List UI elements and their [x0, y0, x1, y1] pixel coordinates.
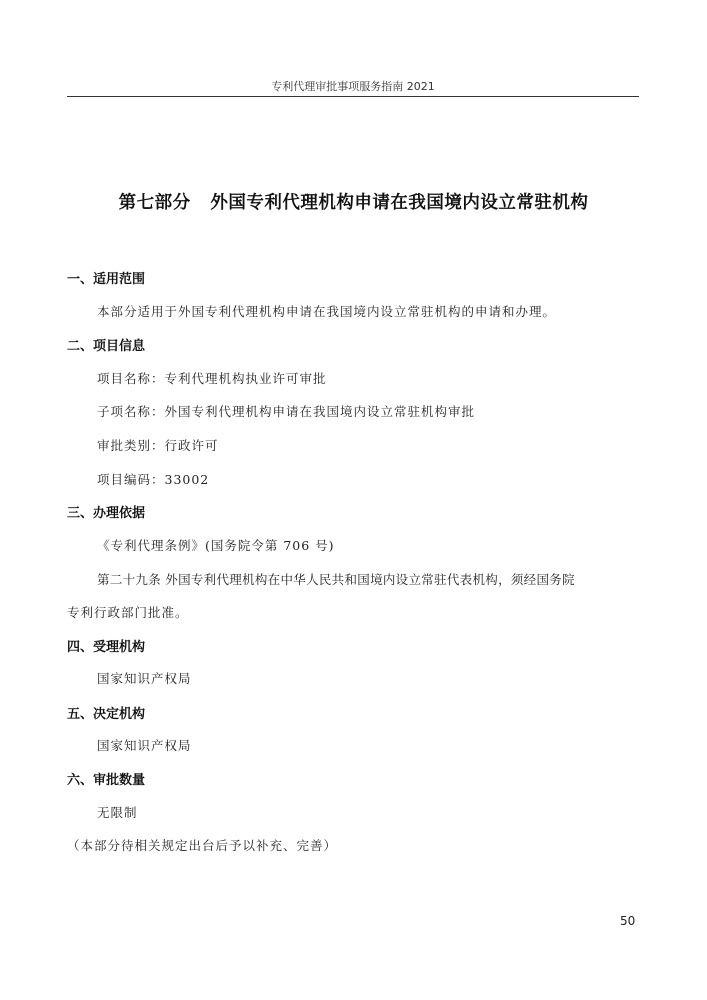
item-code: 项目编码：33002 [97, 472, 210, 487]
section-heading-legal-basis: 三、办理依据 [67, 506, 146, 521]
accepting-agency-text: 国家知识产权局 [97, 671, 192, 686]
deciding-agency-text: 国家知识产权局 [97, 738, 192, 753]
section-heading-accepting-agency: 四、受理机构 [67, 640, 146, 655]
section-heading-project-info: 二、项目信息 [67, 339, 146, 354]
approval-quantity-text: 无限制 [97, 805, 138, 820]
supplement-note: （本部分待相关规定出台后予以补充、完善） [67, 838, 338, 853]
regulation-reference: 《专利代理条例》(国务院令第 706 号) [97, 538, 335, 553]
page-number: 50 [620, 914, 636, 928]
section-heading-deciding-agency: 五、决定机构 [67, 707, 146, 722]
section-heading-scope: 一、适用范围 [67, 272, 146, 287]
section-heading-approval-quantity: 六、审批数量 [67, 773, 146, 788]
article-text-line2: 专利行政部门批准。 [67, 605, 189, 620]
header-title: 专利代理审批事项服务指南 2021 [271, 80, 435, 93]
chapter-title: 第七部分 外国专利代理机构申请在我国境内设立常驻机构 [118, 193, 589, 213]
page-header [67, 80, 639, 97]
approval-type: 审批类别：行政许可 [97, 438, 219, 453]
scope-text: 本部分适用于外国专利代理机构申请在我国境内设立常驻机构的申请和办理。 [97, 304, 557, 319]
sub-item-name: 子项名称：外国专利代理机构申请在我国境内设立常驻机构审批 [97, 404, 476, 419]
article-text-line1: 第二十九条 外国专利代理机构在中华人民共和国境内设立常驻代表机构，须经国务院 [97, 572, 575, 587]
item-name: 项目名称：专利代理机构执业许可审批 [97, 371, 327, 386]
